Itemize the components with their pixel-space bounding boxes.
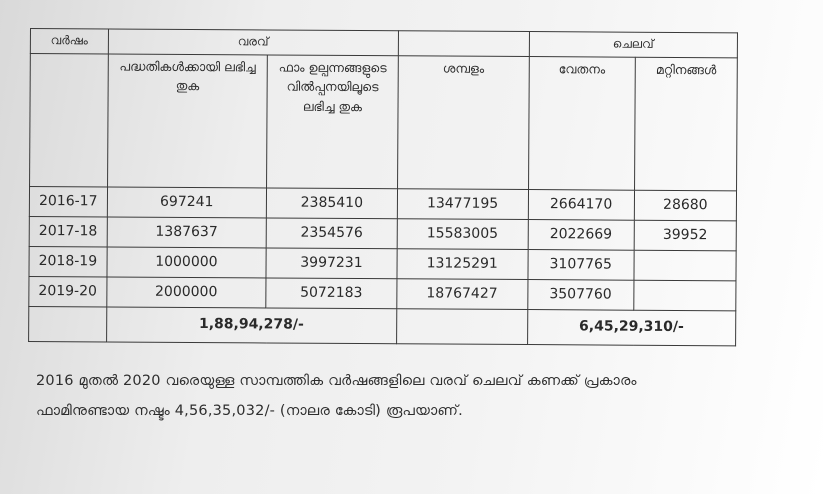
wages-header: വേതനം: [528, 57, 635, 191]
sales-cell: 5072183: [266, 278, 397, 309]
year-cell: 2019-20: [29, 276, 107, 306]
expense-header: ചെലവ്: [529, 32, 738, 58]
scheme-cell: 1387637: [107, 217, 267, 248]
sales-cell: 2354576: [266, 218, 397, 249]
loss-statement-line-2: ഫാമിനുണ്ടായ നഷ്ടം 4,56,35,032/- (നാലര കോടി) രൂപയാണ്.: [36, 403, 463, 419]
wages-cell: 2664170: [528, 190, 634, 221]
table-row: [29, 276, 736, 310]
income-expense-table: [28, 28, 738, 346]
others-cell: [634, 280, 736, 311]
year-cell: 2016-17: [29, 187, 107, 217]
year-cell: 2018-19: [29, 246, 107, 276]
salary-cell: 18767427: [397, 279, 528, 310]
table-row: [29, 216, 736, 250]
blank-total-year: [29, 306, 107, 341]
wages-cell: 3107765: [528, 250, 634, 281]
salary-cell: 13125291: [397, 249, 528, 280]
loss-statement: [36, 366, 806, 426]
income-total: 1,88,94,278/-: [106, 307, 396, 344]
header-row-columns: [30, 54, 738, 191]
totals-row: [29, 306, 736, 345]
table-row: [29, 246, 736, 280]
scheme-funds-header: പദ്ധതികൾക്കായി ലഭിച്ച തുക: [107, 54, 267, 188]
wages-cell: 3507760: [527, 280, 633, 311]
blank-total-cell: [396, 309, 527, 345]
salary-cell: 13477195: [397, 189, 528, 220]
expense-total: 6,45,29,310/-: [527, 310, 736, 346]
salary-header: ശമ്പളം: [397, 56, 529, 190]
others-cell: 28680: [634, 190, 736, 221]
sales-cell: 2385410: [266, 188, 397, 219]
scheme-cell: 1000000: [107, 247, 267, 278]
blank-header-cell: [398, 31, 529, 57]
scheme-cell: 2000000: [106, 277, 266, 308]
year-cell: 2017-18: [29, 216, 107, 246]
sales-cell: 3997231: [266, 248, 397, 279]
others-cell: [634, 250, 736, 281]
loss-statement-line-1: 2016 മുതൽ 2020 വരെയുള്ള സാമ്പത്തിക വർഷങ്ങളിലെ വരവ് ചെലവ് കണക്ക് പ്രകാരം: [36, 373, 637, 389]
others-cell: 39952: [634, 220, 736, 251]
table-row: [29, 187, 736, 221]
wages-cell: 2022669: [528, 220, 634, 251]
farm-sales-header: ഫാം ഉല്പന്നങ്ങളുടെ വിൽപ്പനയിലൂടെ ലഭിച്ച തുക: [267, 55, 399, 189]
others-header: മറ്റിനങ്ങൾ: [634, 57, 737, 191]
blank-year-subheader: [30, 54, 108, 187]
year-header: വർഷം: [30, 29, 108, 54]
income-header: വരവ്: [108, 29, 398, 56]
scheme-cell: 697241: [107, 187, 267, 218]
salary-cell: 15583005: [397, 219, 528, 250]
